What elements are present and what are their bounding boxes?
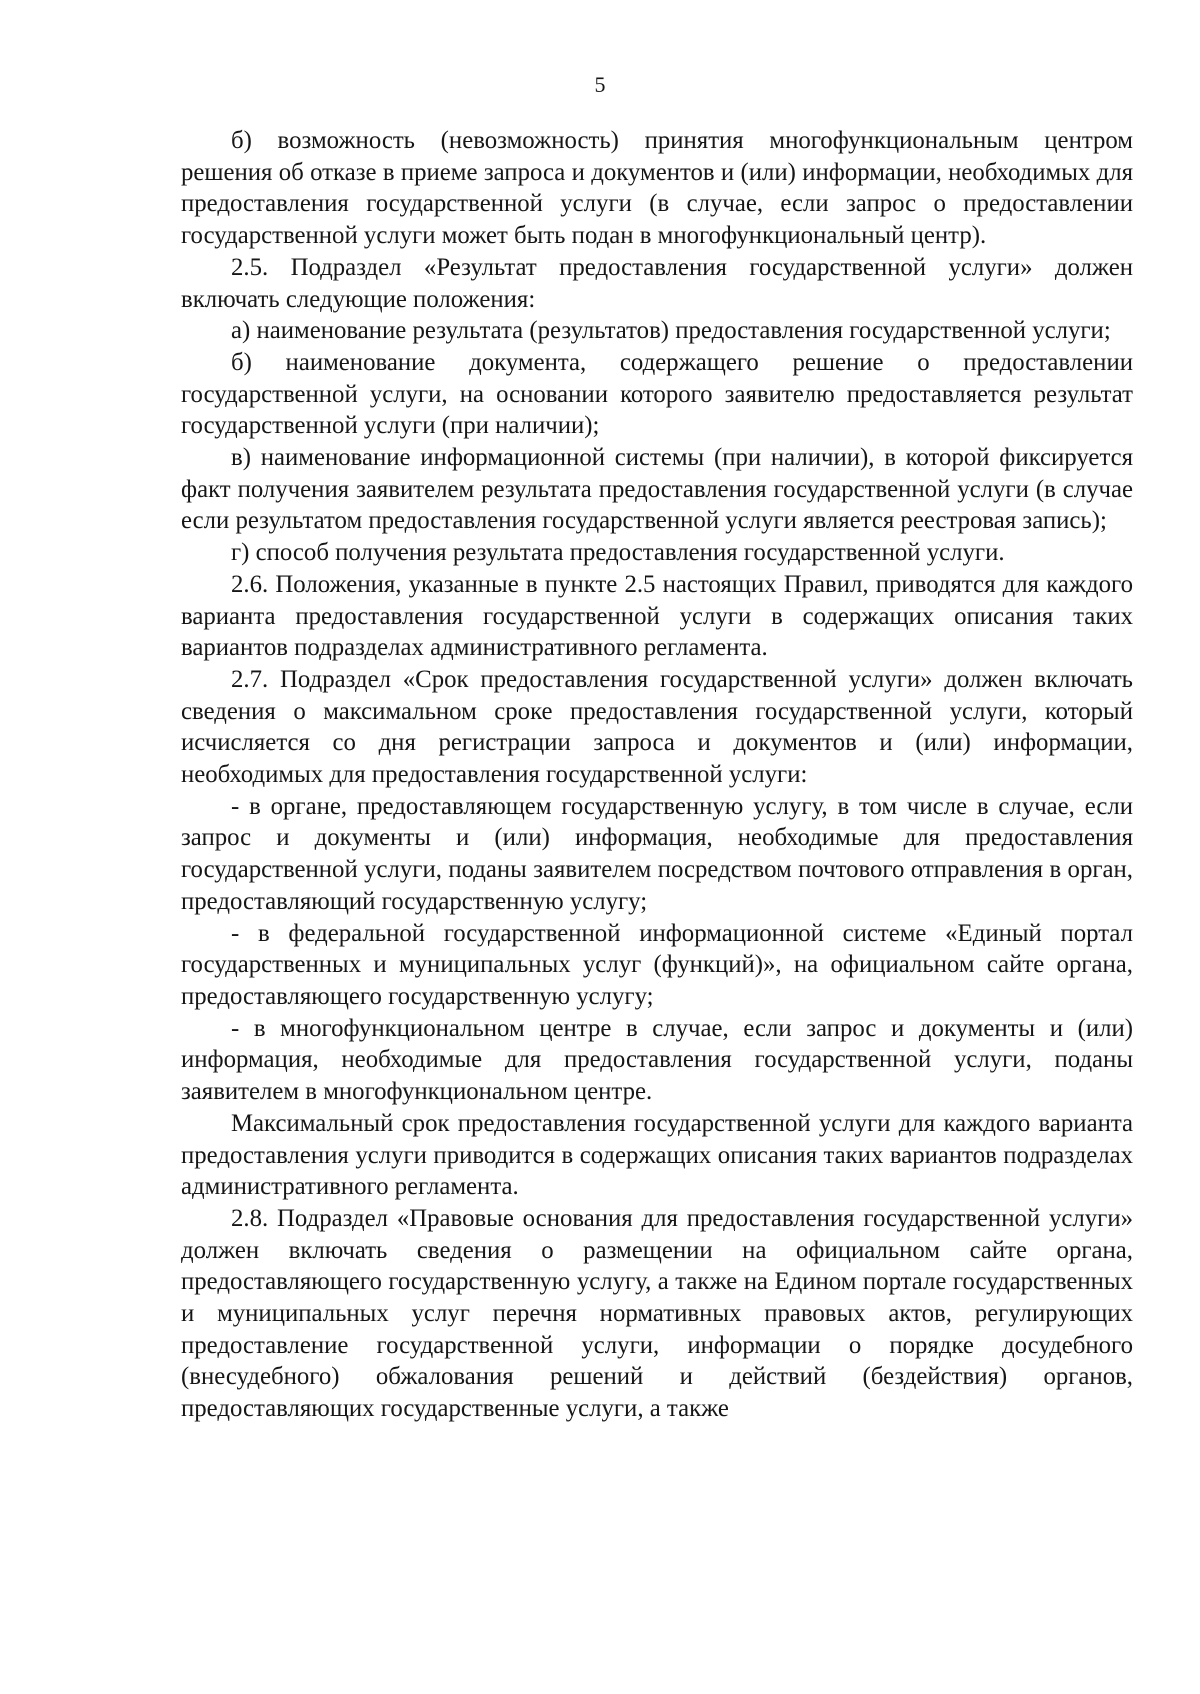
paragraph-2-8: 2.8. Подраздел «Правовые основания для предоставления государственной услуги» должен включать сведения о размещении на официальном сайте органа, предоставляющего государственную услугу, а также на Едином портале государственных и муниципальных услуг перечня нормативных правовых актов, регулирующих предоставление государственной услуги, информации о порядке досудебного (внесудебного) обжалования решений и действий (бездействия) органов, предоставляющих государственные услуги, а также xyxy=(181,1204,1133,1423)
page-number: 5 xyxy=(594,72,606,97)
paragraph-2-6: 2.6. Положения, указанные в пункте 2.5 настоящих Правил, приводятся для каждого варианта предоставления государственной услуги в содержащих описания таких вариантов подразделах административного регламента. xyxy=(181,570,1133,662)
paragraph-2-7-mfc: - в многофункциональном центре в случае, если запрос и документы и (или) информация, необходимые для предоставления государственной услуги, поданы заявителем в многофункциональном центре. xyxy=(181,1014,1133,1106)
paragraph-2-7-portal: - в федеральной государственной информационной системе «Единый портал государственных и муниципальных услуг (функций)», на официальном сайте органа, предоставляющего государственную услугу; xyxy=(181,919,1133,1010)
paragraph-2-5-g: г) способ получения результата предоставления государственной услуги. xyxy=(231,539,1005,567)
document-body xyxy=(181,125,1133,1425)
paragraph-2-5-a: а) наименование результата (результатов) предоставления государственной услуги; xyxy=(231,317,1111,345)
paragraph-2-7-heading: 2.7. Подраздел «Срок предоставления государственной услуги» должен включать сведения о максимальном сроке предоставления государственной услуги, который исчисляется со дня регистрации запроса и документов и (или) информации, необходимых для предоставления государственной услуги: xyxy=(181,665,1133,789)
paragraph-2-5-v: в) наименование информационной системы (при наличии), в которой фиксируется факт получения заявителем результата предоставления государственной услуги (в случае если результатом предоставления государственной услуги является реестровая запись); xyxy=(181,444,1133,535)
paragraph-max-term: Максимальный срок предоставления государственной услуги для каждого варианта предоставления услуги приводится в содержащих описания таких вариантов подразделах административного регламента. xyxy=(181,1109,1133,1201)
paragraph-b-mfc-refusal: б) возможность (невозможность) принятия многофункциональным центром решения об отказе в приеме запроса и документов и (или) информации, необходимых для предоставления государственной услуги (в случае, если запрос о предоставлении государственной услуги может быть подан в многофункциональный центр). xyxy=(181,127,1133,250)
paragraph-2-7-organ: - в органе, предоставляющем государственную услугу, в том числе в случае, если запрос и документы и (или) информация, необходимые для предоставления государственной услуги, поданы заявителем посредством почтового отправления в орган, предоставляющий государственную услугу; xyxy=(181,792,1133,915)
paragraph-2-5-heading: 2.5. Подраздел «Результат предоставления государственной услуги» должен включать следующие положения: xyxy=(181,253,1133,313)
paragraph-2-5-b: б) наименование документа, содержащего решение о предоставлении государственной услуги, на основании которого заявителю предоставляется результат государственной услуги (при наличии); xyxy=(181,348,1133,440)
